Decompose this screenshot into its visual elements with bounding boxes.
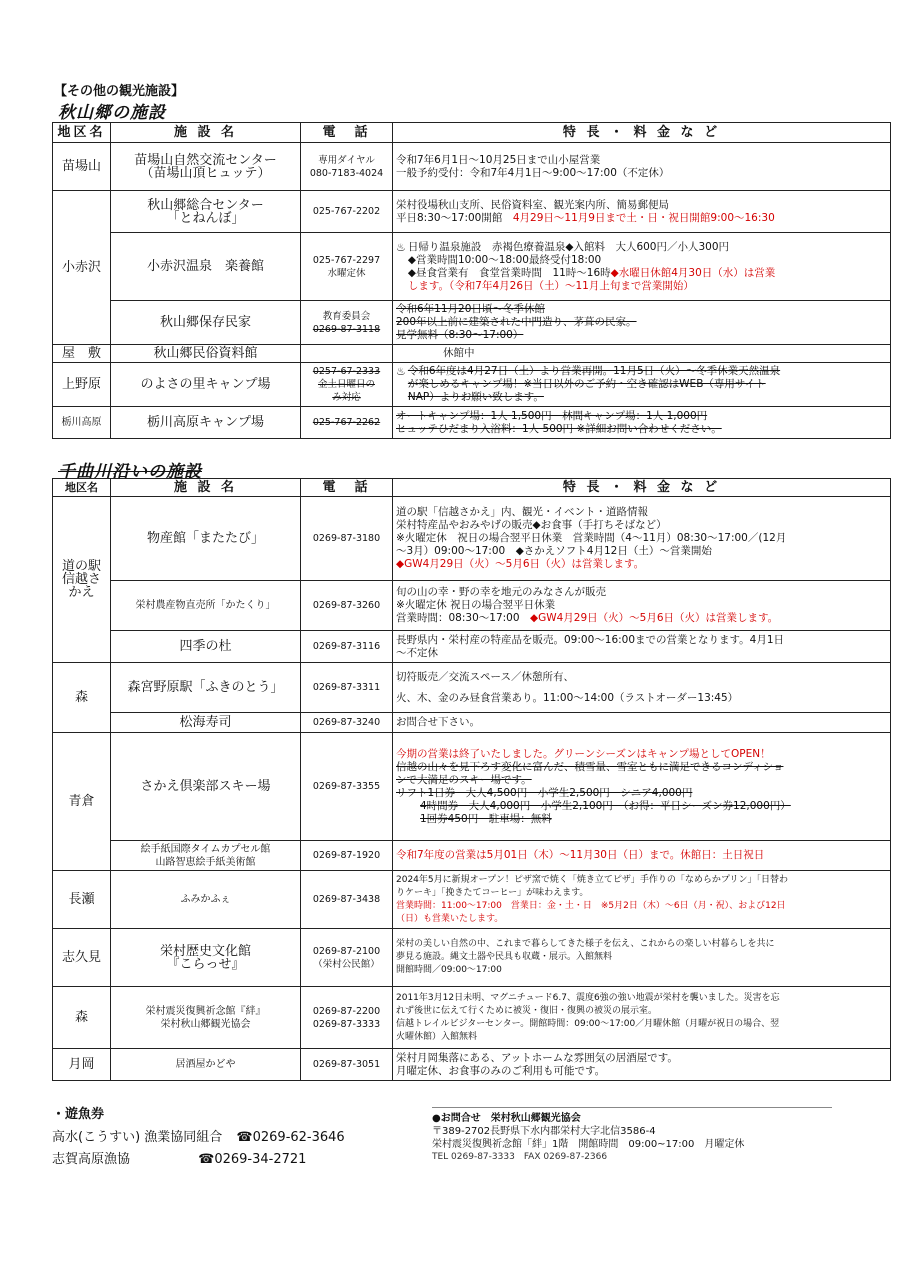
facility-cell: 絵手紙国際タイムカプセル館 山路智恵絵手紙美術館 bbox=[111, 841, 301, 871]
features-cell: お問合せ下さい。 bbox=[393, 713, 891, 733]
header-facility: 施 設 名 bbox=[111, 123, 301, 143]
phone-cell: 0269-87-3240 bbox=[301, 713, 393, 733]
phone-cell: 0269-87-3260 bbox=[301, 581, 393, 631]
facility-cell: 栄村農産物直売所「かたくり」 bbox=[111, 581, 301, 631]
contact-address: 〒389-2702長野県下水内郡栄村大字北信3586-4 bbox=[432, 1126, 656, 1137]
facility-cell: 秋山郷保存民家 bbox=[111, 301, 301, 345]
facility-cell: 秋山郷民俗資料館 bbox=[111, 345, 301, 363]
facility-cell: 栄村歴史文化館 『こらっせ』 bbox=[111, 929, 301, 987]
table-row bbox=[53, 631, 891, 663]
table-row bbox=[53, 733, 891, 841]
phone-cell: 0269-87-3051 bbox=[301, 1049, 393, 1081]
facility-cell: ふみかふぇ bbox=[111, 871, 301, 929]
fishing-line-2 bbox=[52, 1148, 306, 1167]
facility-cell: 四季の杜 bbox=[111, 631, 301, 663]
phone-cell: 0269-87-3180 bbox=[301, 497, 393, 581]
contact-title: ●お問合せ 栄村秋山郷観光協会 bbox=[432, 1113, 581, 1124]
fishing-name-1: 高水(こうすい) 漁業協同組合 bbox=[52, 1130, 223, 1145]
phone-cell bbox=[301, 345, 393, 363]
header-features: 特 長 ・ 料 金 な ど bbox=[393, 123, 891, 143]
akiyama-table bbox=[52, 122, 891, 439]
phone-cell: 025-767-2262 bbox=[301, 407, 393, 439]
facility-cell: 松海寿司 bbox=[111, 713, 301, 733]
table-row bbox=[53, 497, 891, 581]
facility-cell: 物産館「またたび」 bbox=[111, 497, 301, 581]
phone-cell: 0269-87-3311 bbox=[301, 663, 393, 713]
area-cell: 屋 敷 bbox=[53, 345, 111, 363]
phone-cell: 0269-87-3355 bbox=[301, 733, 393, 841]
facility-cell: 栄村震災復興祈念館『絆』 栄村秋山郷観光協会 bbox=[111, 987, 301, 1049]
area-cell: 森 bbox=[53, 987, 111, 1049]
phone-cell: 専用ダイヤル 080-7183-4024 bbox=[301, 143, 393, 191]
table-header-row bbox=[53, 123, 891, 143]
features-cell: 休館中 bbox=[393, 345, 891, 363]
features-cell: 令和7年度の営業は5月01日（木）～11月30日（日）まで。休館日：土日祝日 bbox=[393, 841, 891, 871]
area-cell: 青倉 bbox=[53, 733, 111, 871]
features-cell: ♨ 日帰り温泉施設 赤褐色療養温泉◆入館料 大人600円／小人300円 ◆営業時間10:00～18:00最終受付18:00 ◆昼食営業有 食堂営業時間 11時～16時◆水曜日休館4月30日（水）は営業 します。（令和7年4月26日（土）～11月上旬まで営業開始） bbox=[393, 233, 891, 301]
facility-cell: さかえ倶楽部スキー場 bbox=[111, 733, 301, 841]
page-header: 【その他の観光施設】 bbox=[54, 84, 185, 99]
contact-box bbox=[432, 1107, 832, 1164]
table-row bbox=[53, 345, 891, 363]
table-row bbox=[53, 987, 891, 1049]
features-cell: 旬の山の幸・野の幸を地元のみなさんが販売 ※火曜定休 祝日の場合翌平日休業 営業時間：08:30～17:00 ◆GW4月29日（火）～5月6日（火）は営業します。 bbox=[393, 581, 891, 631]
phone-cell: 025-767-2297 水曜定休 bbox=[301, 233, 393, 301]
table-row bbox=[53, 713, 891, 733]
table-row bbox=[53, 929, 891, 987]
hot-spring-icon: ♨ bbox=[396, 365, 406, 378]
table-row bbox=[53, 301, 891, 345]
fishing-tel-1: ☎0269-62-3646 bbox=[236, 1130, 345, 1145]
phone-cell: 0269-87-2100 （栄村公民館） bbox=[301, 929, 393, 987]
features-cell: 切符販売／交流スペース／休憩所有、 火、木、金のみ昼食営業あり。11:00～14:00（ラストオーダー13:45） bbox=[393, 663, 891, 713]
features-cell: 栄村役場秋山支所、民俗資料室、観光案内所、簡易郵便局 平日8:30～17:00開館 4月29日～11月9日まで土・日・祝日開館9:00～16:30 bbox=[393, 191, 891, 233]
facility-cell: のよさの里キャンプ場 bbox=[111, 363, 301, 407]
table-row bbox=[53, 363, 891, 407]
features-cell: 長野県内・栄村産の特産品を販売。09:00～16:00までの営業となります。4月1日 ～不定休 bbox=[393, 631, 891, 663]
features-cell: 栄村月岡集落にある、アットホームな雰囲気の居酒屋です。 月曜定休、お食事のみのご利用も可能です。 bbox=[393, 1049, 891, 1081]
area-cell: 道の駅信越さかえ bbox=[53, 497, 111, 663]
facility-cell: 苗場山自然交流センター （苗場山頂ヒュッテ） bbox=[111, 143, 301, 191]
table-row bbox=[53, 581, 891, 631]
header-area: 地区名 bbox=[53, 479, 111, 497]
phone-cell: 0269-87-3116 bbox=[301, 631, 393, 663]
facility-cell: 秋山郷総合センター 「とねんぼ」 bbox=[111, 191, 301, 233]
phone-cell: 0257-67-2333 金土日曜日の み対応 bbox=[301, 363, 393, 407]
phone-cell: 0269-87-1920 bbox=[301, 841, 393, 871]
header-phone: 電 話 bbox=[301, 479, 393, 497]
features-cell: 2024年5月に新規オープン！ピザ窯で焼く「焼き立てピザ」手作りの「なめらかプリン」「日替わ りケーキ」「挽きたてコーヒー」が味わえます。 営業時間：11:00～17:00 営業日：金・土・日 ※5月2日（木）～6日（月・祝）、および12日 （日）も営業いたします。 bbox=[393, 871, 891, 929]
fishing-line-1 bbox=[52, 1126, 345, 1145]
area-cell: 長瀬 bbox=[53, 871, 111, 929]
facility-cell: 小赤沢温泉 楽養館 bbox=[111, 233, 301, 301]
area-cell: 志久見 bbox=[53, 929, 111, 987]
area-cell: 森 bbox=[53, 663, 111, 733]
area-cell: 上野原 bbox=[53, 363, 111, 407]
table-row bbox=[53, 143, 891, 191]
features-cell: 道の駅「信越さかえ」内、観光・イベント・道路情報 栄村特産品やおみやげの販売◆お食事（手打ちそばなど） ※火曜定休 祝日の場合翌平日休業 営業時間（4～11月）08:30～17:00／(12月 ～3月）09:00～17:00 ◆さかえソフト4月12日（土）～営業開始 ◆GW4月29日（火）～5月6日（火）は営業します。 bbox=[393, 497, 891, 581]
features-cell: 令和7年6月1日～10月25日まで山小屋営業 一般予約受付：令和7年4月1日～9:00～17:00（不定休） bbox=[393, 143, 891, 191]
features-cell: 栄村の美しい自然の中、これまで暮らしてきた様子を伝え、これからの楽しい村暮らしを共に 夢見る施設。縄文土器や民具も収蔵・展示。入館無料 開館時間／09:00～17:00 bbox=[393, 929, 891, 987]
features-cell: 令和6年11月20日頃～冬季休館 200年以上前に建築された中門造り、茅葺の民家。 見学無料（8:30～17:00） bbox=[393, 301, 891, 345]
table-row bbox=[53, 841, 891, 871]
facility-cell: 森宮野原駅「ふきのとう」 bbox=[111, 663, 301, 713]
phone-cell: 025-767-2202 bbox=[301, 191, 393, 233]
header-area: 地区名 bbox=[53, 123, 111, 143]
header-features: 特 長 ・ 料 金 な ど bbox=[393, 479, 891, 497]
facility-cell: 栃川高原キャンプ場 bbox=[111, 407, 301, 439]
features-cell: オートキャンプ場：1人 1,500円 林間キャンプ場：1人 1,000円 ヒュッテひだまり入浴料：1人 500円 ※詳細お問い合わせください。 bbox=[393, 407, 891, 439]
hot-spring-icon: ♨ bbox=[396, 240, 406, 254]
fishing-name-2: 志賀高原漁協 bbox=[52, 1152, 131, 1167]
table-row bbox=[53, 191, 891, 233]
phone-cell: 0269-87-3438 bbox=[301, 871, 393, 929]
header-phone: 電 話 bbox=[301, 123, 393, 143]
features-cell: ♨ 令和6年度は4月27日（土）より営業再開。11月5日（火）～冬季休業天然温泉 が楽しめるキャンプ場！※当日以外のご予約・空き確認はWEB（専用サイト NAP）よりお願い致します。 bbox=[393, 363, 891, 407]
features-cell: 今期の営業は終了いたしました。グリーンシーズンはキャンプ場としてOPEN！ 信越の山々を見下ろす変化に富んだ、積雪量、雪室ともに満足できるコンディショ ンで大満足のスキー場です。 リフト1日券 大人4,500円 小学生2,500円 シニア4,000円 4時間券 大人4,000円 小学生2,100円 （お得：平日シーズン券12,000円） 1回券450円 駐車場：無料 bbox=[393, 733, 891, 841]
header-facility: 施 設 名 bbox=[111, 479, 301, 497]
section-title-chikuma: 千曲川沿いの施設 bbox=[58, 462, 202, 482]
phone-cell: 0269-87-2200 0269-87-3333 bbox=[301, 987, 393, 1049]
area-cell: 小赤沢 bbox=[53, 191, 111, 345]
table-row bbox=[53, 663, 891, 713]
area-cell: 苗場山 bbox=[53, 143, 111, 191]
chikuma-table bbox=[52, 478, 891, 1081]
table-header-row bbox=[53, 479, 891, 497]
table-row bbox=[53, 233, 891, 301]
fishing-title: ・遊魚券 bbox=[52, 1107, 105, 1122]
area-cell: 月岡 bbox=[53, 1049, 111, 1081]
table-row bbox=[53, 871, 891, 929]
section-title-akiyama: 秋山郷の施設 bbox=[58, 103, 166, 123]
contact-hours: 栄村震災復興祈念館「絆」1階 開館時間 09:00~17:00 月曜定休 bbox=[432, 1139, 745, 1150]
facility-cell: 居酒屋かどや bbox=[111, 1049, 301, 1081]
phone-cell: 教育委員会 0269-87-3118 bbox=[301, 301, 393, 345]
area-cell: 栃川高原 bbox=[53, 407, 111, 439]
table-row bbox=[53, 1049, 891, 1081]
table-row bbox=[53, 407, 891, 439]
fishing-tel-2: ☎0269-34-2721 bbox=[198, 1152, 307, 1167]
contact-tel-fax: TEL 0269-87-3333 FAX 0269-87-2366 bbox=[432, 1152, 608, 1162]
features-cell: 2011年3月12日未明、マグニチュード6.7、震度6強の強い地震が栄村を襲いました。災害を忘 れず後世に伝えて行くために被災・復旧・復興の被災の展示室。 信越トレイルビジターセンター。開館時間：09:00～17:00／月曜休館（月曜が祝日の場合、翌 火曜休館）入館無料 bbox=[393, 987, 891, 1049]
